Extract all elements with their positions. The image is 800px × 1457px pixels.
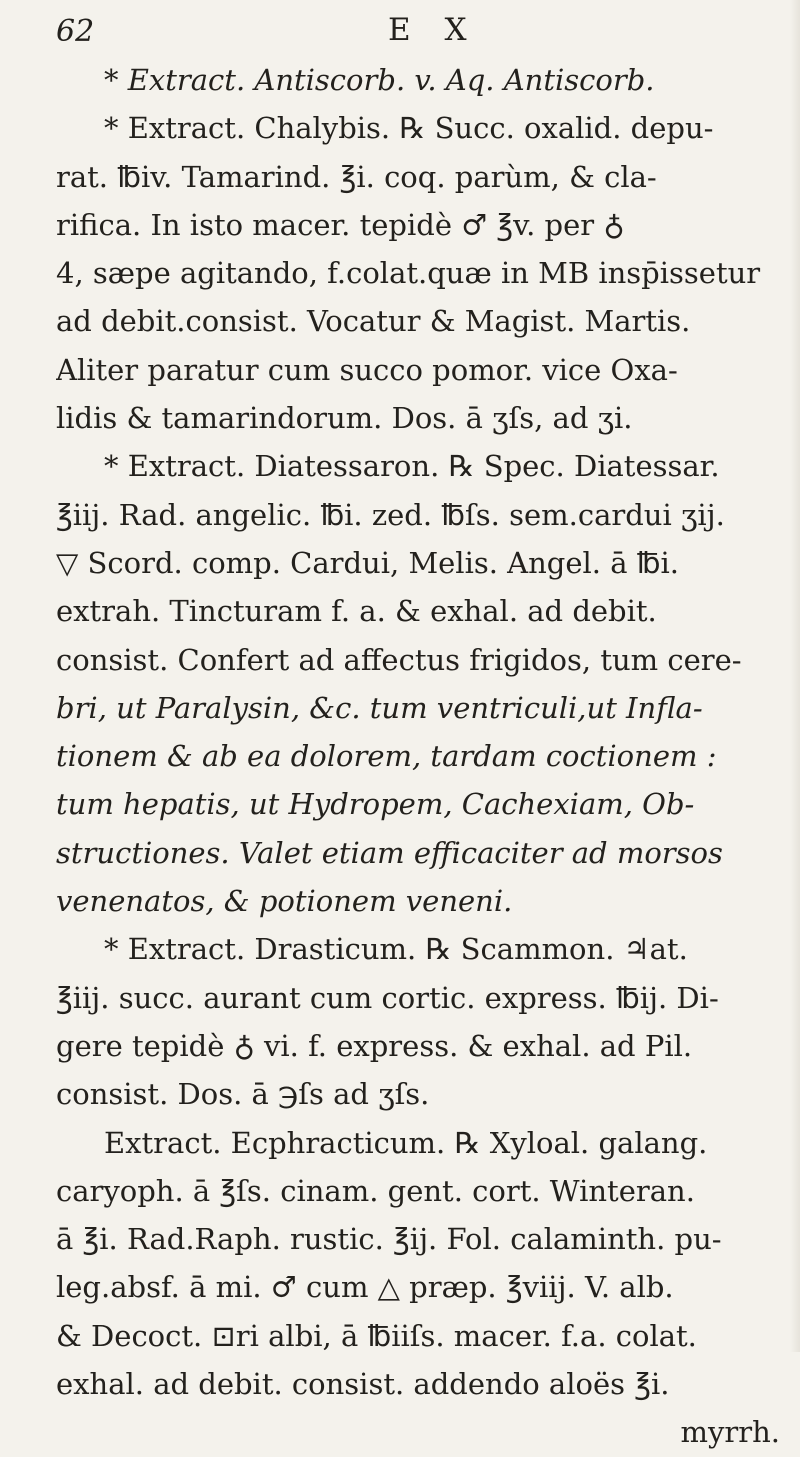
- text-line: consist. Dos. ā ℈ſs ad ʒſs.: [56, 1077, 430, 1112]
- text-line: extrah. Tincturam f. a. & exhal. ad debit.: [56, 594, 657, 629]
- text-line: * Extract. Drasticum. ℞ Scammon. ♃at.: [104, 932, 688, 967]
- text-body: [56, 56, 788, 1457]
- text-line: & Decoct. ⊡ri albi, ā ℔iiſs. macer. f.a. colat.: [56, 1318, 697, 1353]
- text-line: consist. Confert ad affectus frigidos, tum cere-: [56, 642, 742, 677]
- text-line: tum hepatis, ut Hydropem, Cachexiam, Ob-: [56, 787, 695, 822]
- text-line: * Extract. Antiscorb. v. Aq. Antiscorb.: [104, 63, 655, 97]
- text-line: leg.absf. ā mi. ♂ cum △ præp. ℥viij. V. alb.: [56, 1270, 674, 1305]
- text-line: lidis & tamarindorum. Dos. ā ʒſs, ad ʒi.: [56, 401, 633, 436]
- text-line: tionem & ab ea dolorem, tardam coctionem :: [56, 739, 717, 774]
- text-line: bri, ut Paralysin, &c. tum ventriculi,ut Infla-: [56, 690, 703, 725]
- text-line: ▽ Scord. comp. Cardui, Melis. Angel. ā ℔i.: [56, 545, 679, 580]
- text-line: gere tepidè ♁ vi. f. express. & exhal. ad Pil.: [56, 1028, 693, 1063]
- page-edge-shadow: [790, 0, 800, 1352]
- text-line: * Extract. Diatessaron. ℞ Spec. Diatessar.: [104, 449, 720, 484]
- page-number: 62: [56, 14, 95, 49]
- text-line: Extract. Ecphracticum. ℞ Xyloal. galang.: [104, 1125, 708, 1160]
- text-line: ā ℥i. Rad.Raph. rustic. ℥ij. Fol. calaminth. pu-: [56, 1222, 722, 1257]
- text-line: 4, sæpe agitando, f.colat.quæ in MB insp̄issetur: [56, 256, 761, 291]
- text-line: Aliter paratur cum succo pomor. vice Oxa-: [56, 352, 678, 387]
- text-line: rat. ℔iv. Tamarind. ℥i. coq. parùm, & cla-: [56, 159, 657, 194]
- text-line: venenatos, & potionem veneni.: [56, 884, 513, 919]
- text-line: rifica. In isto macer. tepidè ♂ ℥v. per ♁: [56, 207, 625, 242]
- text-line: exhal. ad debit. consist. addendo aloës ℥i.: [56, 1367, 670, 1402]
- text-line: ad debit.consist. Vocatur & Magist. Martis.: [56, 304, 691, 339]
- page-header: [0, 12, 800, 52]
- running-head: E X: [388, 12, 479, 48]
- text-line: ℥iij. succ. aurant cum cortic. express. ℔ij. Di-: [56, 980, 719, 1015]
- text-line: * Extract. Chalybis. ℞ Succ. oxalid. depu-: [104, 111, 714, 146]
- text-line: myrrh.: [680, 1415, 780, 1450]
- text-line: structiones. Valet etiam efficaciter ad morsos: [56, 835, 723, 870]
- text-line: caryoph. ā ℥ſs. cinam. gent. cort. Winteran.: [56, 1173, 695, 1208]
- text-line: ℥iij. Rad. angelic. ℔i. zed. ℔ſs. sem.cardui ʒij.: [56, 497, 725, 532]
